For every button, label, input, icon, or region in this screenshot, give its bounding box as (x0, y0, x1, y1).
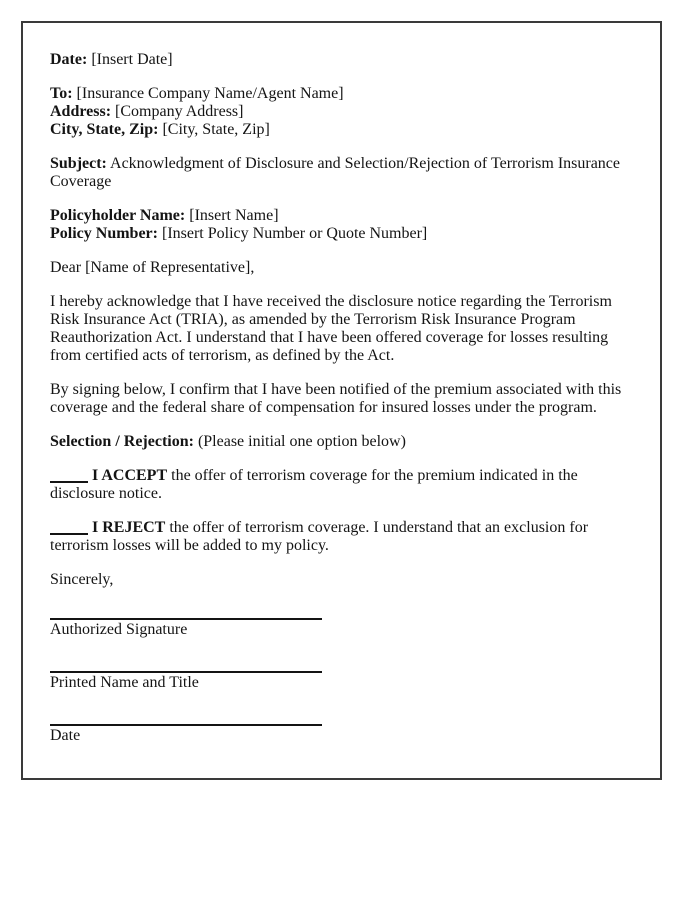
to-label: To: (50, 85, 73, 102)
salutation: Dear [Name of Representative], (50, 259, 255, 276)
policyholder-value: [Insert Name] (189, 207, 279, 224)
signature-group-authorized (50, 618, 633, 639)
signature-line (50, 724, 322, 726)
signature-line (50, 671, 322, 673)
accept-option-text: the offer of terrorism coverage for the premium indicated in the disclosure notice. (50, 467, 578, 502)
reject-option-text: the offer of terrorism coverage. I understand that an exclusion for terrorism losses will be added to my policy. (50, 519, 589, 554)
signature-label: Authorized Signature (50, 621, 188, 638)
date-label: Date: (50, 51, 88, 68)
citystatezip-label: City, State, Zip: (50, 121, 159, 138)
reject-option-bold: I REJECT (92, 519, 166, 536)
citystatezip-value: [City, State, Zip] (162, 121, 270, 138)
date-value: [Insert Date] (91, 51, 173, 68)
signature-group-date (50, 724, 633, 745)
accept-option-bold: I ACCEPT (92, 467, 168, 484)
date-line (50, 51, 633, 69)
letter-document (21, 21, 662, 780)
policyholder-label: Policyholder Name: (50, 207, 186, 224)
body-paragraph-1: I hereby acknowledge that I have received the disclosure notice regarding the Terrorism Risk Insurance Act (TRIA), as amended by the Terrorism Risk Insurance Program Reauthorization Act. I understand that I have been offered coverage for losses resulting from certified acts of terrorism, as defined by the Act. (50, 293, 612, 364)
signature-group-printed-name (50, 671, 633, 692)
selection-note: (Please initial one option below) (197, 433, 406, 450)
accept-option (50, 467, 633, 503)
to-value: [Insurance Company Name/Agent Name] (76, 85, 344, 102)
reject-initial-blank (50, 533, 88, 535)
subject-label: Subject: (50, 155, 107, 172)
reject-option (50, 519, 633, 555)
signature-label: Printed Name and Title (50, 674, 199, 691)
signature-label: Date (50, 727, 81, 744)
policy-number-label: Policy Number: (50, 225, 158, 242)
subject-line (50, 155, 633, 191)
policy-number-value: [Insert Policy Number or Quote Number] (161, 225, 428, 242)
signature-line (50, 618, 322, 620)
subject-value: Acknowledgment of Disclosure and Selection/Rejection of Terrorism Insurance Coverage (50, 155, 621, 190)
recipient-block (50, 85, 633, 139)
closing: Sincerely, (50, 571, 114, 588)
policy-block (50, 207, 633, 243)
accept-initial-blank (50, 481, 88, 483)
selection-label: Selection / Rejection: (50, 433, 194, 450)
body-paragraph-2: By signing below, I confirm that I have been notified of the premium associated with this coverage and the federal share of compensation for insured losses under the program. (50, 381, 622, 416)
selection-heading (50, 433, 633, 451)
address-value: [Company Address] (115, 103, 244, 120)
address-label: Address: (50, 103, 112, 120)
